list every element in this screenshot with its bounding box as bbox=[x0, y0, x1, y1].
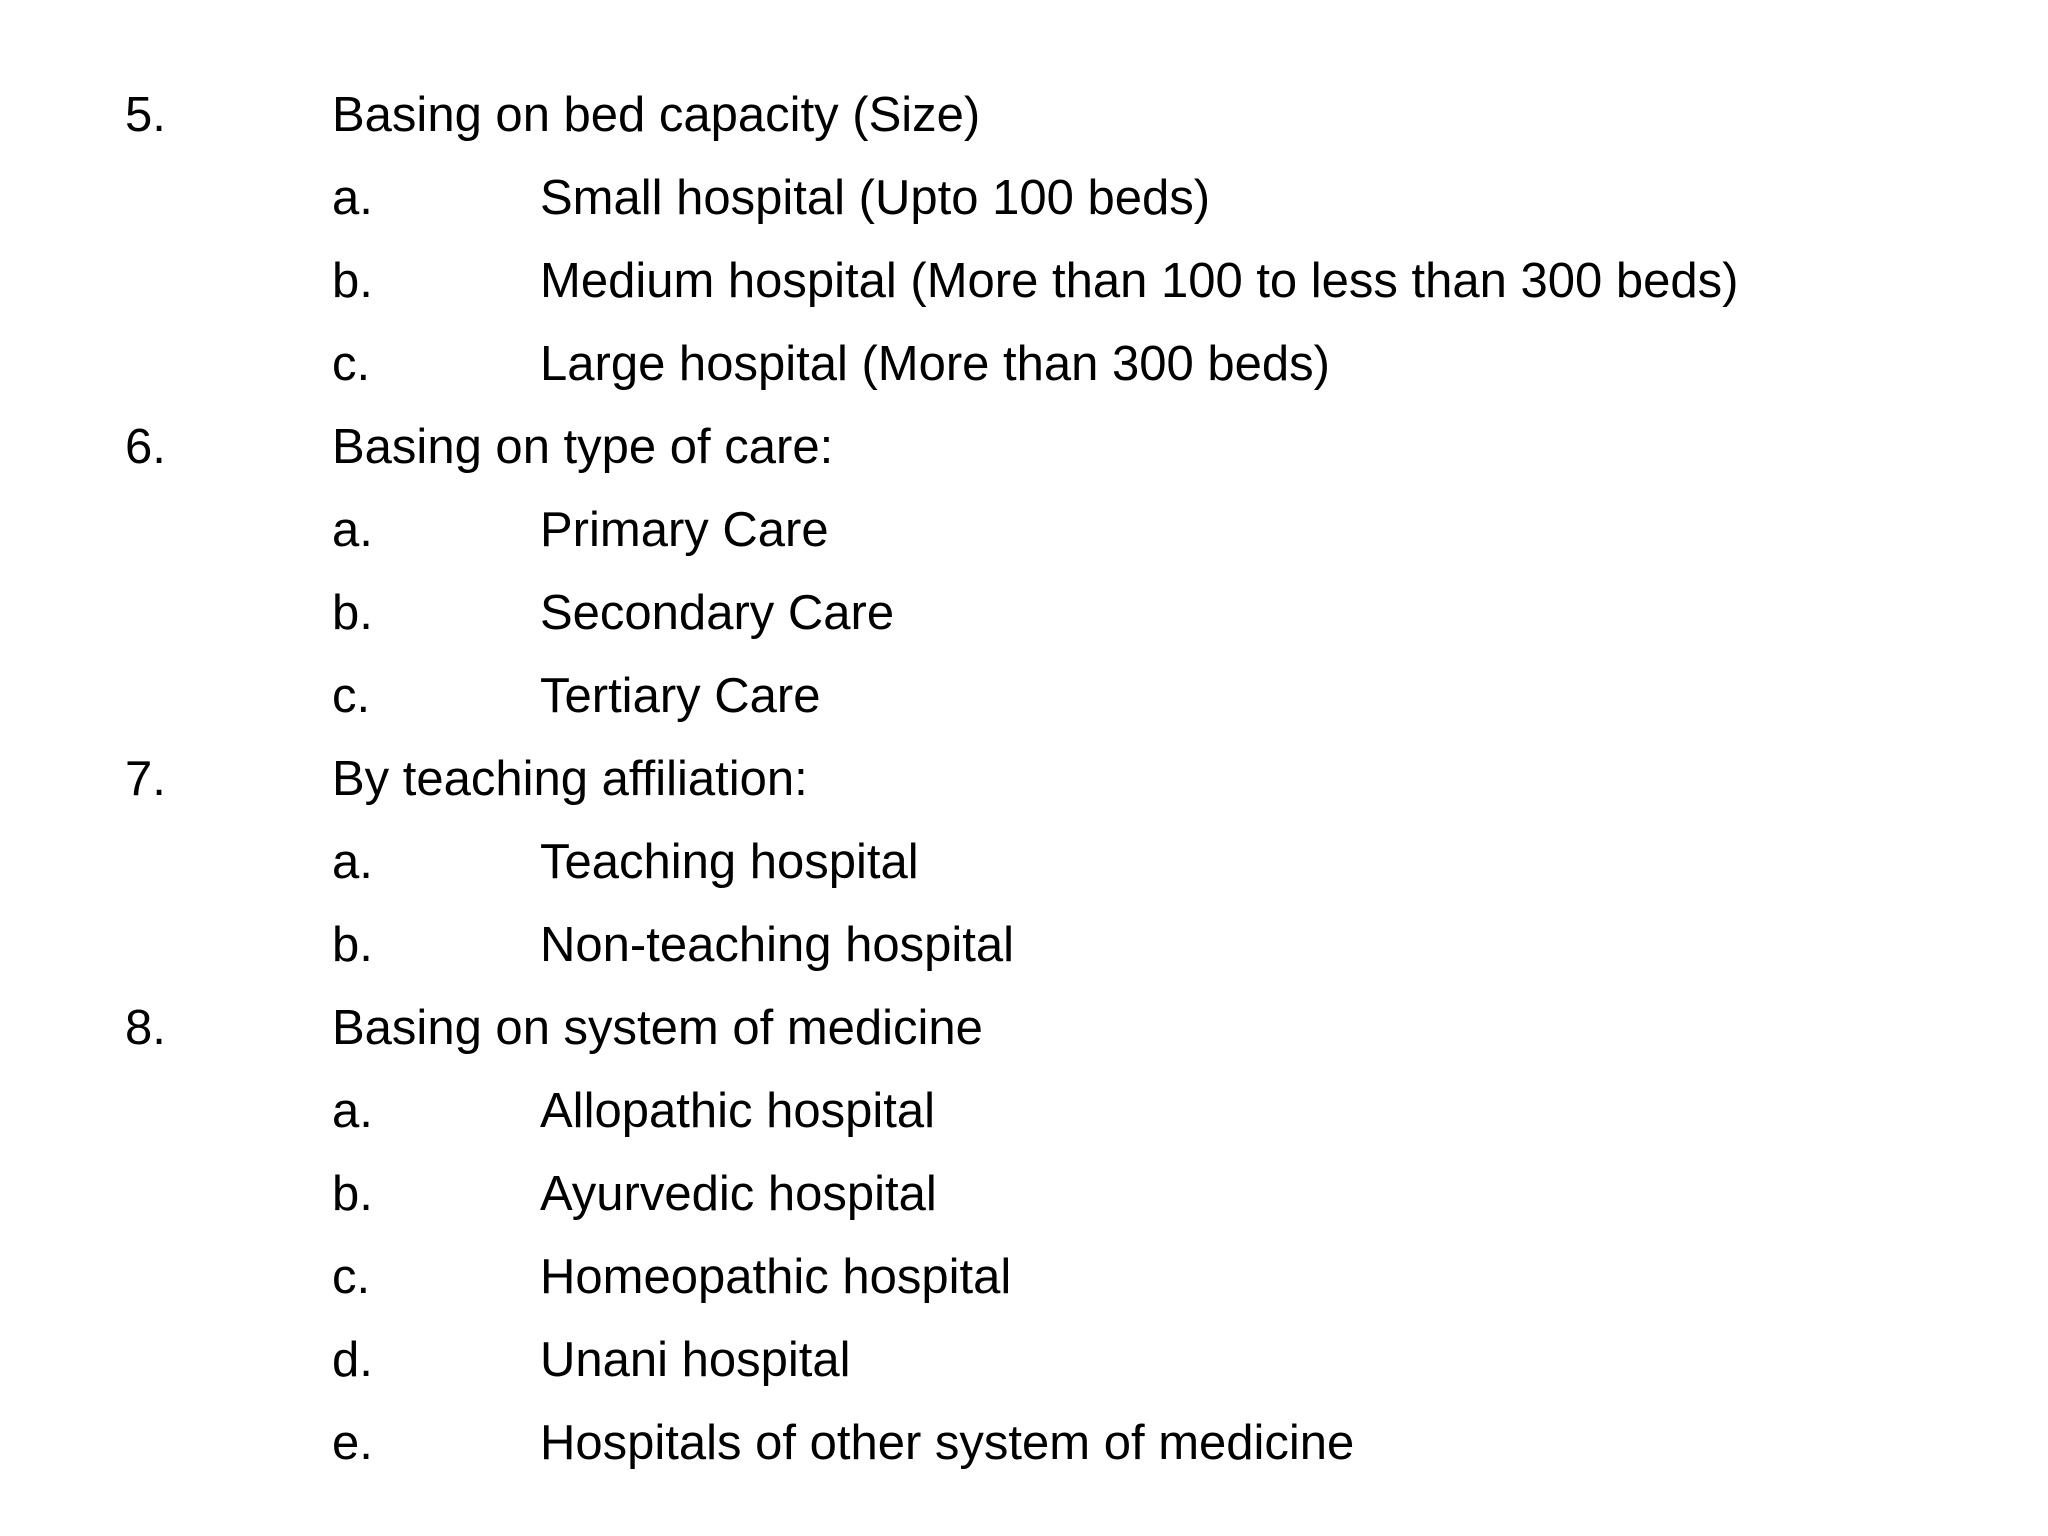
section-heading: Basing on bed capacity (Size) bbox=[332, 88, 981, 142]
item-text: Primary Care bbox=[540, 503, 829, 557]
item-text: Hospitals of other system of medicine bbox=[540, 1416, 1355, 1470]
section-heading-row bbox=[0, 746, 2048, 829]
item-letter: d. bbox=[332, 1333, 373, 1387]
list-item bbox=[0, 912, 2048, 995]
item-text: Small hospital (Upto 100 beds) bbox=[540, 171, 1211, 225]
item-text: Medium hospital (More than 100 to less than 300 beds) bbox=[540, 254, 1739, 308]
item-letter: a. bbox=[332, 835, 373, 889]
section-heading: Basing on type of care: bbox=[332, 420, 834, 474]
list-item bbox=[0, 497, 2048, 580]
section-heading: By teaching affiliation: bbox=[332, 752, 808, 806]
section-number: 6. bbox=[125, 420, 166, 474]
item-letter: b. bbox=[332, 918, 373, 972]
list-item bbox=[0, 663, 2048, 746]
item-letter: c. bbox=[332, 1250, 371, 1304]
item-letter: b. bbox=[332, 254, 373, 308]
item-letter: e. bbox=[332, 1416, 373, 1470]
list-item bbox=[0, 165, 2048, 248]
section-heading: Basing on system of medicine bbox=[332, 1001, 983, 1055]
list-item bbox=[0, 1244, 2048, 1327]
item-letter: c. bbox=[332, 337, 371, 391]
item-text: Teaching hospital bbox=[540, 835, 919, 889]
list-item bbox=[0, 1327, 2048, 1410]
item-text: Ayurvedic hospital bbox=[540, 1167, 937, 1221]
list-item bbox=[0, 580, 2048, 663]
list-item bbox=[0, 1410, 2048, 1493]
item-letter: a. bbox=[332, 1084, 373, 1138]
section-heading-row bbox=[0, 995, 2048, 1078]
item-letter: b. bbox=[332, 586, 373, 640]
item-text: Large hospital (More than 300 beds) bbox=[540, 337, 1330, 391]
item-letter: a. bbox=[332, 171, 373, 225]
item-text: Homeopathic hospital bbox=[540, 1250, 1012, 1304]
section-number: 5. bbox=[125, 88, 166, 142]
item-text: Unani hospital bbox=[540, 1333, 851, 1387]
item-text: Non-teaching hospital bbox=[540, 918, 1014, 972]
list-item bbox=[0, 829, 2048, 912]
item-text: Tertiary Care bbox=[540, 669, 821, 723]
item-letter: b. bbox=[332, 1167, 373, 1221]
list-item bbox=[0, 1161, 2048, 1244]
item-letter: a. bbox=[332, 503, 373, 557]
list-item bbox=[0, 1078, 2048, 1161]
item-letter: c. bbox=[332, 669, 371, 723]
item-text: Secondary Care bbox=[540, 586, 895, 640]
list-item bbox=[0, 248, 2048, 331]
section-number: 8. bbox=[125, 1001, 166, 1055]
section-heading-row bbox=[0, 414, 2048, 497]
list-item bbox=[0, 331, 2048, 414]
section-number: 7. bbox=[125, 752, 166, 806]
section-heading-row bbox=[0, 82, 2048, 165]
classification-outline bbox=[0, 82, 2048, 1493]
item-text: Allopathic hospital bbox=[540, 1084, 935, 1138]
